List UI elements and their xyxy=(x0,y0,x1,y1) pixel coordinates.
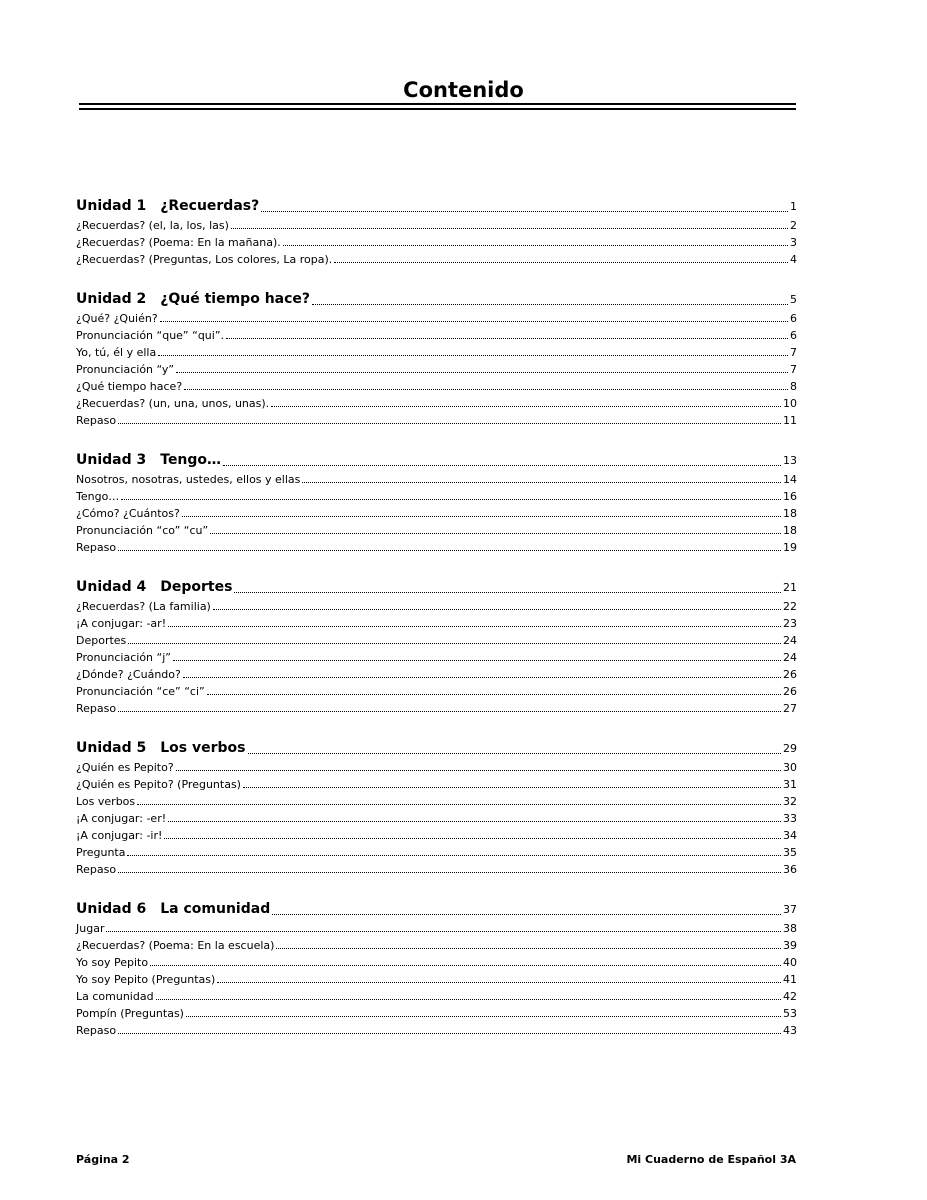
dot-leader xyxy=(186,1016,781,1017)
page-number: 39 xyxy=(783,939,797,952)
dot-leader xyxy=(217,982,781,983)
toc-entry[interactable] xyxy=(76,393,797,410)
dot-leader xyxy=(173,660,781,661)
dot-leader xyxy=(248,753,782,754)
dot-leader xyxy=(261,211,788,212)
page-number: 14 xyxy=(783,473,797,486)
toc-entry[interactable] xyxy=(76,249,797,266)
page-number: 26 xyxy=(783,685,797,698)
dot-leader xyxy=(118,711,781,712)
entry-title: Repaso xyxy=(76,1024,117,1037)
unit-title: ¿Recuerdas? xyxy=(160,198,260,214)
dot-leader xyxy=(118,1033,781,1034)
toc-unit-heading[interactable] xyxy=(76,574,797,596)
toc-entry[interactable] xyxy=(76,1003,797,1020)
dot-leader xyxy=(231,228,788,229)
entry-title: ¿Cómo? ¿Cuántos? xyxy=(76,507,180,520)
dot-leader xyxy=(234,592,781,593)
page-number: 43 xyxy=(783,1024,797,1037)
page-number: 10 xyxy=(783,397,797,410)
toc-entry[interactable] xyxy=(76,825,797,842)
entry-title: La comunidad xyxy=(76,990,154,1003)
unit-number: Unidad 6 xyxy=(76,901,147,917)
toc-entry[interactable] xyxy=(76,232,797,249)
dot-leader xyxy=(118,423,781,424)
entry-title: Yo soy Pepito (Preguntas) xyxy=(76,973,216,986)
entry-title: ¿Recuerdas? (Preguntas, Los colores, La ropa). xyxy=(76,253,333,266)
entry-title: Pronunciación “j” xyxy=(76,651,171,664)
entry-title: Pronunciación “ce” “ci” xyxy=(76,685,205,698)
dot-leader xyxy=(223,465,781,466)
page-number: 23 xyxy=(783,617,797,630)
page-number: 2 xyxy=(790,219,797,232)
toc-unit-heading[interactable] xyxy=(76,286,797,308)
entry-title: ¿Dónde? ¿Cuándo? xyxy=(76,668,181,681)
toc-entry[interactable] xyxy=(76,1020,797,1037)
entry-title: Deportes xyxy=(76,634,127,647)
toc-entry[interactable] xyxy=(76,537,797,554)
dot-leader xyxy=(118,550,781,551)
dot-leader xyxy=(168,626,781,627)
page-number: 40 xyxy=(783,956,797,969)
dot-leader xyxy=(176,770,781,771)
page-title: Contenido xyxy=(403,78,524,102)
dot-leader xyxy=(213,609,781,610)
entry-title: ¿Recuerdas? (Poema: En la escuela) xyxy=(76,939,275,952)
page-number: 24 xyxy=(783,634,797,647)
footer-page-number: Página 2 xyxy=(76,1153,130,1166)
page-number: 6 xyxy=(790,312,797,325)
dot-leader xyxy=(158,355,788,356)
dot-leader xyxy=(283,245,788,246)
page-number: 32 xyxy=(783,795,797,808)
page-number: 38 xyxy=(783,922,797,935)
entry-title: Jugar xyxy=(76,922,105,935)
entry-title: ¡A conjugar: -ir! xyxy=(76,829,163,842)
toc-entry[interactable] xyxy=(76,596,797,613)
unit-number: Unidad 5 xyxy=(76,740,147,756)
dot-leader xyxy=(271,406,781,407)
entry-title: ¿Recuerdas? (La familia) xyxy=(76,600,211,613)
toc-entry[interactable] xyxy=(76,503,797,520)
entry-title: ¿Qué? ¿Quién? xyxy=(76,312,158,325)
page-number: 5 xyxy=(790,293,797,306)
dot-leader xyxy=(137,804,781,805)
toc-entry[interactable] xyxy=(76,918,797,935)
dot-leader xyxy=(272,914,781,915)
entry-title: Pompín (Preguntas) xyxy=(76,1007,184,1020)
dot-leader xyxy=(243,787,781,788)
toc-entry[interactable] xyxy=(76,859,797,876)
toc-entry[interactable] xyxy=(76,376,797,393)
toc-entry[interactable] xyxy=(76,486,797,503)
unit-number: Unidad 2 xyxy=(76,291,147,307)
page-number: 37 xyxy=(783,903,797,916)
dot-leader xyxy=(226,338,788,339)
unit-title: Deportes xyxy=(160,579,233,595)
dot-leader xyxy=(168,821,781,822)
entry-title: ¿Recuerdas? (un, una, unos, unas). xyxy=(76,397,270,410)
entry-title: Pronunciación “co” “cu” xyxy=(76,524,209,537)
page-number: 4 xyxy=(790,253,797,266)
toc-entry[interactable] xyxy=(76,308,797,325)
entry-title: Pregunta xyxy=(76,846,126,859)
toc-entry[interactable] xyxy=(76,630,797,647)
entry-title: Repaso xyxy=(76,541,117,554)
entry-title: ¿Recuerdas? (Poema: En la mañana). xyxy=(76,236,281,249)
title-rule-top xyxy=(79,103,796,105)
toc-entry[interactable] xyxy=(76,986,797,1003)
toc-entry[interactable] xyxy=(76,647,797,664)
entry-title: Nosotros, nosotras, ustedes, ellos y ellas xyxy=(76,473,301,486)
dot-leader xyxy=(150,965,781,966)
page-number: 18 xyxy=(783,507,797,520)
page-number: 53 xyxy=(783,1007,797,1020)
title-rule-bottom xyxy=(79,108,796,110)
page-number: 8 xyxy=(790,380,797,393)
toc-entry[interactable] xyxy=(76,935,797,952)
dot-leader xyxy=(164,838,781,839)
page-number: 35 xyxy=(783,846,797,859)
dot-leader xyxy=(182,516,781,517)
dot-leader xyxy=(334,262,788,263)
entry-title: ¿Quién es Pepito? xyxy=(76,761,174,774)
dot-leader xyxy=(176,372,788,373)
dot-leader xyxy=(156,999,781,1000)
page-number: 6 xyxy=(790,329,797,342)
dot-leader xyxy=(210,533,781,534)
page-number: 11 xyxy=(783,414,797,427)
page-number: 22 xyxy=(783,600,797,613)
toc-entry[interactable] xyxy=(76,808,797,825)
page-number: 19 xyxy=(783,541,797,554)
toc-unit-heading[interactable] xyxy=(76,896,797,918)
dot-leader xyxy=(184,389,788,390)
unit-title: ¿Qué tiempo hace? xyxy=(160,291,311,307)
table-of-contents xyxy=(76,193,797,1057)
unit-number: Unidad 4 xyxy=(76,579,147,595)
page-number: 34 xyxy=(783,829,797,842)
entry-title: ¡A conjugar: -er! xyxy=(76,812,167,825)
dot-leader xyxy=(160,321,788,322)
page-number: 33 xyxy=(783,812,797,825)
entry-title: Pronunciación “y” xyxy=(76,363,175,376)
toc-entry[interactable] xyxy=(76,664,797,681)
dot-leader xyxy=(106,931,781,932)
page-number: 36 xyxy=(783,863,797,876)
entry-title: ¿Recuerdas? (el, la, los, las) xyxy=(76,219,229,232)
page-number: 26 xyxy=(783,668,797,681)
toc-entry[interactable] xyxy=(76,342,797,359)
dot-leader xyxy=(302,482,781,483)
entry-title: ¿Quién es Pepito? (Preguntas) xyxy=(76,778,241,791)
entry-title: ¿Qué tiempo hace? xyxy=(76,380,183,393)
toc-entry[interactable] xyxy=(76,325,797,342)
toc-entry[interactable] xyxy=(76,952,797,969)
page-number: 42 xyxy=(783,990,797,1003)
toc-entry[interactable] xyxy=(76,681,797,698)
dot-leader xyxy=(183,677,781,678)
unit-title: La comunidad xyxy=(160,901,271,917)
toc-unit-heading[interactable] xyxy=(76,193,797,215)
unit-title: Los verbos xyxy=(160,740,246,756)
toc-entry[interactable] xyxy=(76,410,797,427)
dot-leader xyxy=(128,643,781,644)
entry-title: Los verbos xyxy=(76,795,136,808)
page-number: 16 xyxy=(783,490,797,503)
dot-leader xyxy=(312,304,788,305)
unit-number: Unidad 3 xyxy=(76,452,147,468)
page-number: 7 xyxy=(790,346,797,359)
toc-unit xyxy=(76,447,797,554)
page-number: 30 xyxy=(783,761,797,774)
entry-title: Yo, tú, él y ella xyxy=(76,346,157,359)
page-number: 31 xyxy=(783,778,797,791)
page-number: 29 xyxy=(783,742,797,755)
toc-unit xyxy=(76,735,797,876)
page-number: 24 xyxy=(783,651,797,664)
page-number: 18 xyxy=(783,524,797,537)
entry-title: Repaso xyxy=(76,414,117,427)
unit-title: Tengo… xyxy=(160,452,222,468)
toc-entry[interactable] xyxy=(76,469,797,486)
entry-title: Repaso xyxy=(76,702,117,715)
toc-unit xyxy=(76,896,797,1037)
entry-title: Tengo… xyxy=(76,490,120,503)
dot-leader xyxy=(276,948,781,949)
unit-number: Unidad 1 xyxy=(76,198,147,214)
toc-entry[interactable] xyxy=(76,791,797,808)
toc-unit xyxy=(76,193,797,266)
toc-entry[interactable] xyxy=(76,359,797,376)
toc-unit-heading[interactable] xyxy=(76,447,797,469)
entry-title: ¡A conjugar: -ar! xyxy=(76,617,167,630)
toc-unit-heading[interactable] xyxy=(76,735,797,757)
dot-leader xyxy=(118,872,781,873)
toc-entry[interactable] xyxy=(76,698,797,715)
dot-leader xyxy=(207,694,781,695)
toc-entry[interactable] xyxy=(76,757,797,774)
page-number: 41 xyxy=(783,973,797,986)
page-number: 27 xyxy=(783,702,797,715)
toc-unit xyxy=(76,574,797,715)
toc-entry[interactable] xyxy=(76,215,797,232)
dot-leader xyxy=(121,499,781,500)
toc-unit xyxy=(76,286,797,427)
toc-entry[interactable] xyxy=(76,842,797,859)
dot-leader xyxy=(127,855,781,856)
toc-entry[interactable] xyxy=(76,520,797,537)
page-number: 1 xyxy=(790,200,797,213)
entry-title: Yo soy Pepito xyxy=(76,956,149,969)
toc-entry[interactable] xyxy=(76,774,797,791)
page-number: 7 xyxy=(790,363,797,376)
footer-book-title: Mi Cuaderno de Español 3A xyxy=(626,1153,796,1166)
page-number: 3 xyxy=(790,236,797,249)
toc-entry[interactable] xyxy=(76,969,797,986)
page-number: 21 xyxy=(783,581,797,594)
entry-title: Repaso xyxy=(76,863,117,876)
entry-title: Pronunciación “que” “qui”. xyxy=(76,329,225,342)
page-number: 13 xyxy=(783,454,797,467)
toc-entry[interactable] xyxy=(76,613,797,630)
